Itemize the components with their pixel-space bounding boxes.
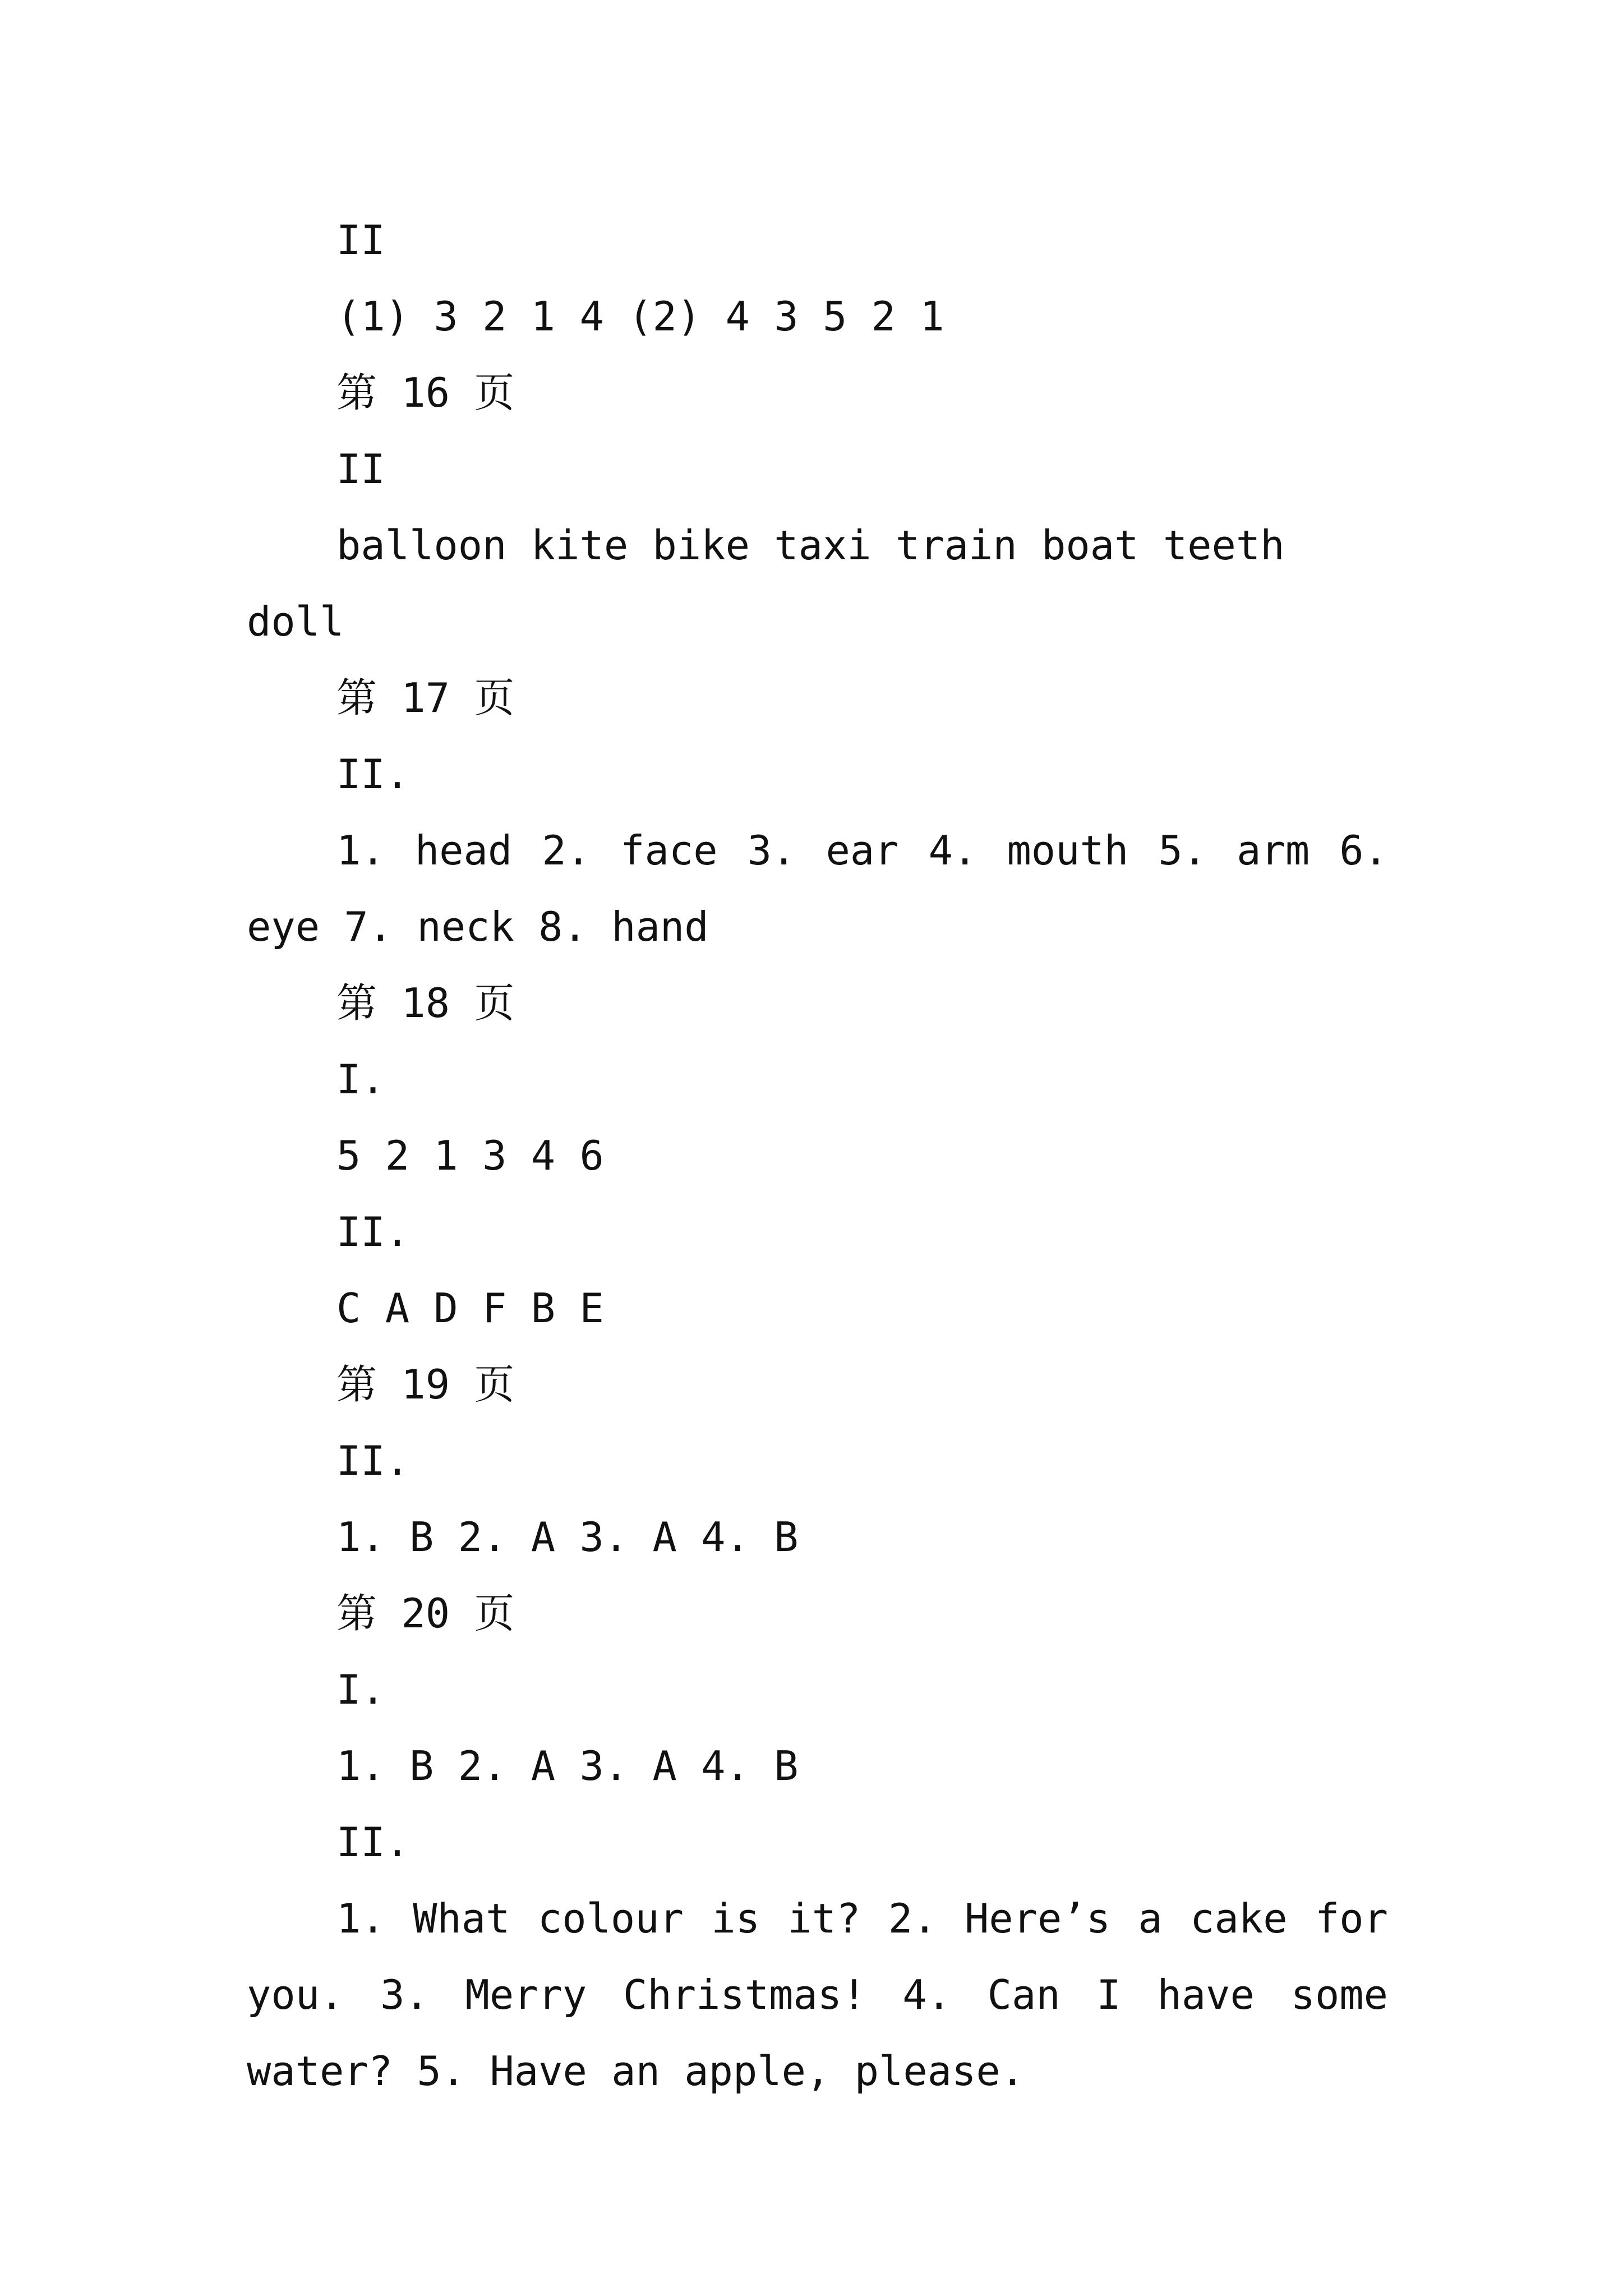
section-heading-ii: II. — [336, 1437, 410, 1484]
answer-line: (1) 3 2 1 4 (2) 4 3 5 2 1 — [336, 293, 944, 340]
section-heading-ii: II — [336, 217, 385, 264]
answer-paragraph: 1. head 2. face 3. ear 4. mouth 5. arm 6. eye 7. neck 8. hand — [247, 827, 1413, 950]
answer-paragraph: 1. What colour is it? 2. Here’s a cake for you. 3. Merry Christmas! 4. Can I have some water? 5. Have an apple, please. — [247, 1895, 1413, 2095]
page-number-heading: 第 19 页 — [336, 1361, 515, 1408]
section-heading-ii: II. — [336, 1208, 410, 1255]
page-number-heading: 第 17 页 — [336, 674, 515, 721]
page-number-heading: 第 16 页 — [336, 369, 515, 416]
section-heading-i: I. — [336, 1666, 385, 1713]
answer-line: 1. B 2. A 3. A 4. B — [336, 1513, 799, 1561]
section-heading-ii: II — [336, 445, 385, 493]
section-heading-ii: II. — [336, 1819, 410, 1866]
answer-line: 1. B 2. A 3. A 4. B — [336, 1742, 799, 1789]
answer-line: 5 2 1 3 4 6 — [336, 1132, 604, 1179]
page-number-heading: 第 18 页 — [336, 979, 515, 1027]
answer-line: C A D F B E — [336, 1285, 604, 1332]
answer-line: balloon kite bike taxi train boat teeth doll — [247, 522, 1309, 645]
section-heading-ii: II. — [336, 751, 410, 798]
section-heading-i: I. — [336, 1056, 385, 1103]
document-body — [247, 202, 1413, 2109]
page-number-heading: 第 20 页 — [336, 1590, 515, 1637]
